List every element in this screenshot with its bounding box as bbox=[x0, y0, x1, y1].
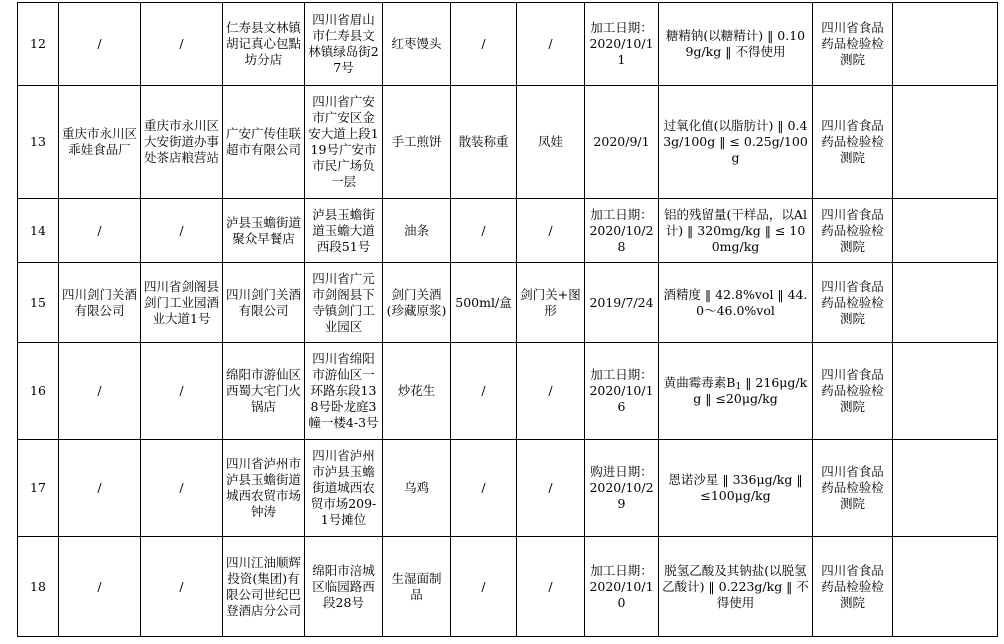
production-date: 加工日期：2020/10/10 bbox=[585, 537, 659, 637]
brand: / bbox=[517, 537, 585, 637]
manufacturer-address: / bbox=[141, 343, 223, 440]
food-name: 手工煎饼 bbox=[383, 86, 451, 199]
brand: / bbox=[517, 343, 585, 440]
sampled-unit-name: 四川江油顺辉投资(集团)有限公司世纪巴登酒店分公司 bbox=[223, 537, 305, 637]
failed-item-result-standard: 糖精钠(以糖精计) ‖ 0.109g/kg ‖ 不得使用 bbox=[659, 3, 813, 86]
sampled-unit-address: 四川省绵阳市游仙区一环路东段138号卧龙庭3幢一楼4-3号 bbox=[305, 343, 383, 440]
table-row bbox=[18, 263, 998, 343]
specification: 500ml/盒 bbox=[451, 263, 517, 343]
manufacturer-address: 四川省剑阁县剑门工业园酒业大道1号 bbox=[141, 263, 223, 343]
note-cell bbox=[893, 199, 998, 263]
manufacturer-name: / bbox=[59, 440, 141, 537]
manufacturer-address: / bbox=[141, 440, 223, 537]
production-date: 购进日期：2020/10/29 bbox=[585, 440, 659, 537]
production-date: 加工日期：2020/10/16 bbox=[585, 343, 659, 440]
note-cell bbox=[893, 3, 998, 86]
manufacturer-address: 重庆市永川区大安街道办事处茶店粮营站 bbox=[141, 86, 223, 199]
manufacturer-name: / bbox=[59, 537, 141, 637]
note-cell bbox=[893, 440, 998, 537]
table-row bbox=[18, 199, 998, 263]
note-cell bbox=[893, 343, 998, 440]
item-result-standard: ‖ 216μg/kg ‖ ≤20μg/kg bbox=[693, 375, 808, 406]
table-row bbox=[18, 343, 998, 440]
specification: / bbox=[451, 440, 517, 537]
food-name: 炒花生 bbox=[383, 343, 451, 440]
note-cell bbox=[893, 86, 998, 199]
specification: / bbox=[451, 537, 517, 637]
item-subscript: 1 bbox=[735, 382, 742, 392]
row-number: 13 bbox=[18, 86, 59, 199]
sampled-unit-name: 四川剑门关酒有限公司 bbox=[223, 263, 305, 343]
manufacturer-address: / bbox=[141, 3, 223, 86]
manufacturer-name: 重庆市永川区乖娃食品厂 bbox=[59, 86, 141, 199]
sampled-unit-address: 四川省广元市剑阁县下寺镇剑门工业园区 bbox=[305, 263, 383, 343]
sampled-unit-name: 广安广传佳联超市有限公司 bbox=[223, 86, 305, 199]
specification: / bbox=[451, 343, 517, 440]
brand: / bbox=[517, 3, 585, 86]
food-name: 剑门关酒(珍藏原浆) bbox=[383, 263, 451, 343]
food-name: 红枣馒头 bbox=[383, 3, 451, 86]
sampled-unit-address: 四川省泸州市泸县玉蟾街道城西农贸市场209-1号摊位 bbox=[305, 440, 383, 537]
production-date: 加工日期：2020/10/28 bbox=[585, 199, 659, 263]
sampled-unit-name: 仁寿县文林镇胡记真心包點坊分店 bbox=[223, 3, 305, 86]
sampled-unit-address: 绵阳市涪城区临园路西段28号 bbox=[305, 537, 383, 637]
failed-item-result-standard: 酒精度 ‖ 42.8%vol ‖ 44.0～46.0%vol bbox=[659, 263, 813, 343]
inspection-agency: 四川省食品药品检验检测院 bbox=[813, 537, 893, 637]
table-row bbox=[18, 3, 998, 86]
production-date: 2020/9/1 bbox=[585, 86, 659, 199]
production-date: 2019/7/24 bbox=[585, 263, 659, 343]
manufacturer-name: 四川剑门关酒有限公司 bbox=[59, 263, 141, 343]
inspection-agency: 四川省食品药品检验检测院 bbox=[813, 440, 893, 537]
food-name: 生湿面制品 bbox=[383, 537, 451, 637]
brand: 凤娃 bbox=[517, 86, 585, 199]
manufacturer-address: / bbox=[141, 199, 223, 263]
item-name: 黄曲霉毒素B bbox=[663, 375, 736, 390]
failed-item-result-standard: 恩诺沙星 ‖ 336μg/kg ‖ ≤100μg/kg bbox=[659, 440, 813, 537]
manufacturer-address: / bbox=[141, 537, 223, 637]
inspection-results-table bbox=[17, 2, 998, 637]
specification: / bbox=[451, 3, 517, 86]
brand: / bbox=[517, 199, 585, 263]
inspection-agency: 四川省食品药品检验检测院 bbox=[813, 3, 893, 86]
sampled-unit-address: 泸县玉蟾街道玉蟾大道西段51号 bbox=[305, 199, 383, 263]
brand: / bbox=[517, 440, 585, 537]
table-row bbox=[18, 440, 998, 537]
manufacturer-name: / bbox=[59, 343, 141, 440]
food-name: 乌鸡 bbox=[383, 440, 451, 537]
inspection-agency: 四川省食品药品检验检测院 bbox=[813, 263, 893, 343]
production-date: 加工日期：2020/10/11 bbox=[585, 3, 659, 86]
row-number: 16 bbox=[18, 343, 59, 440]
manufacturer-name: / bbox=[59, 199, 141, 263]
failed-item-result-standard: 脱氢乙酸及其钠盐(以脱氢乙酸计) ‖ 0.223g/kg ‖ 不得使用 bbox=[659, 537, 813, 637]
note-cell bbox=[893, 537, 998, 637]
sampled-unit-name: 泸县玉蟾街道聚众早餐店 bbox=[223, 199, 305, 263]
row-number: 17 bbox=[18, 440, 59, 537]
inspection-agency: 四川省食品药品检验检测院 bbox=[813, 343, 893, 440]
inspection-agency: 四川省食品药品检验检测院 bbox=[813, 199, 893, 263]
row-number: 15 bbox=[18, 263, 59, 343]
sampled-unit-name: 四川省泸州市泸县玉蟾街道城西农贸市场钟涛 bbox=[223, 440, 305, 537]
sampled-unit-address: 四川省广安市广安区金安大道上段119号广安市市民广场负一层 bbox=[305, 86, 383, 199]
failed-item-result-standard: 过氧化值(以脂肪计) ‖ 0.43g/100g ‖ ≤ 0.25g/100g bbox=[659, 86, 813, 199]
sampled-unit-name: 绵阳市游仙区西蜀大宅门火锅店 bbox=[223, 343, 305, 440]
row-number: 18 bbox=[18, 537, 59, 637]
food-name: 油条 bbox=[383, 199, 451, 263]
inspection-agency: 四川省食品药品检验检测院 bbox=[813, 86, 893, 199]
row-number: 14 bbox=[18, 199, 59, 263]
results-table-container bbox=[17, 2, 997, 637]
sampled-unit-address: 四川省眉山市仁寿县文林镇绿岛街27号 bbox=[305, 3, 383, 86]
table-row bbox=[18, 537, 998, 637]
manufacturer-name: / bbox=[59, 3, 141, 86]
failed-item-result-standard: 铝的残留量(干样品，以Al计) ‖ 320mg/kg ‖ ≤ 100mg/kg bbox=[659, 199, 813, 263]
failed-item-result-standard bbox=[659, 343, 813, 440]
note-cell bbox=[893, 263, 998, 343]
specification: 散装称重 bbox=[451, 86, 517, 199]
specification: / bbox=[451, 199, 517, 263]
brand: 剑门关+图形 bbox=[517, 263, 585, 343]
row-number: 12 bbox=[18, 3, 59, 86]
table-row bbox=[18, 86, 998, 199]
